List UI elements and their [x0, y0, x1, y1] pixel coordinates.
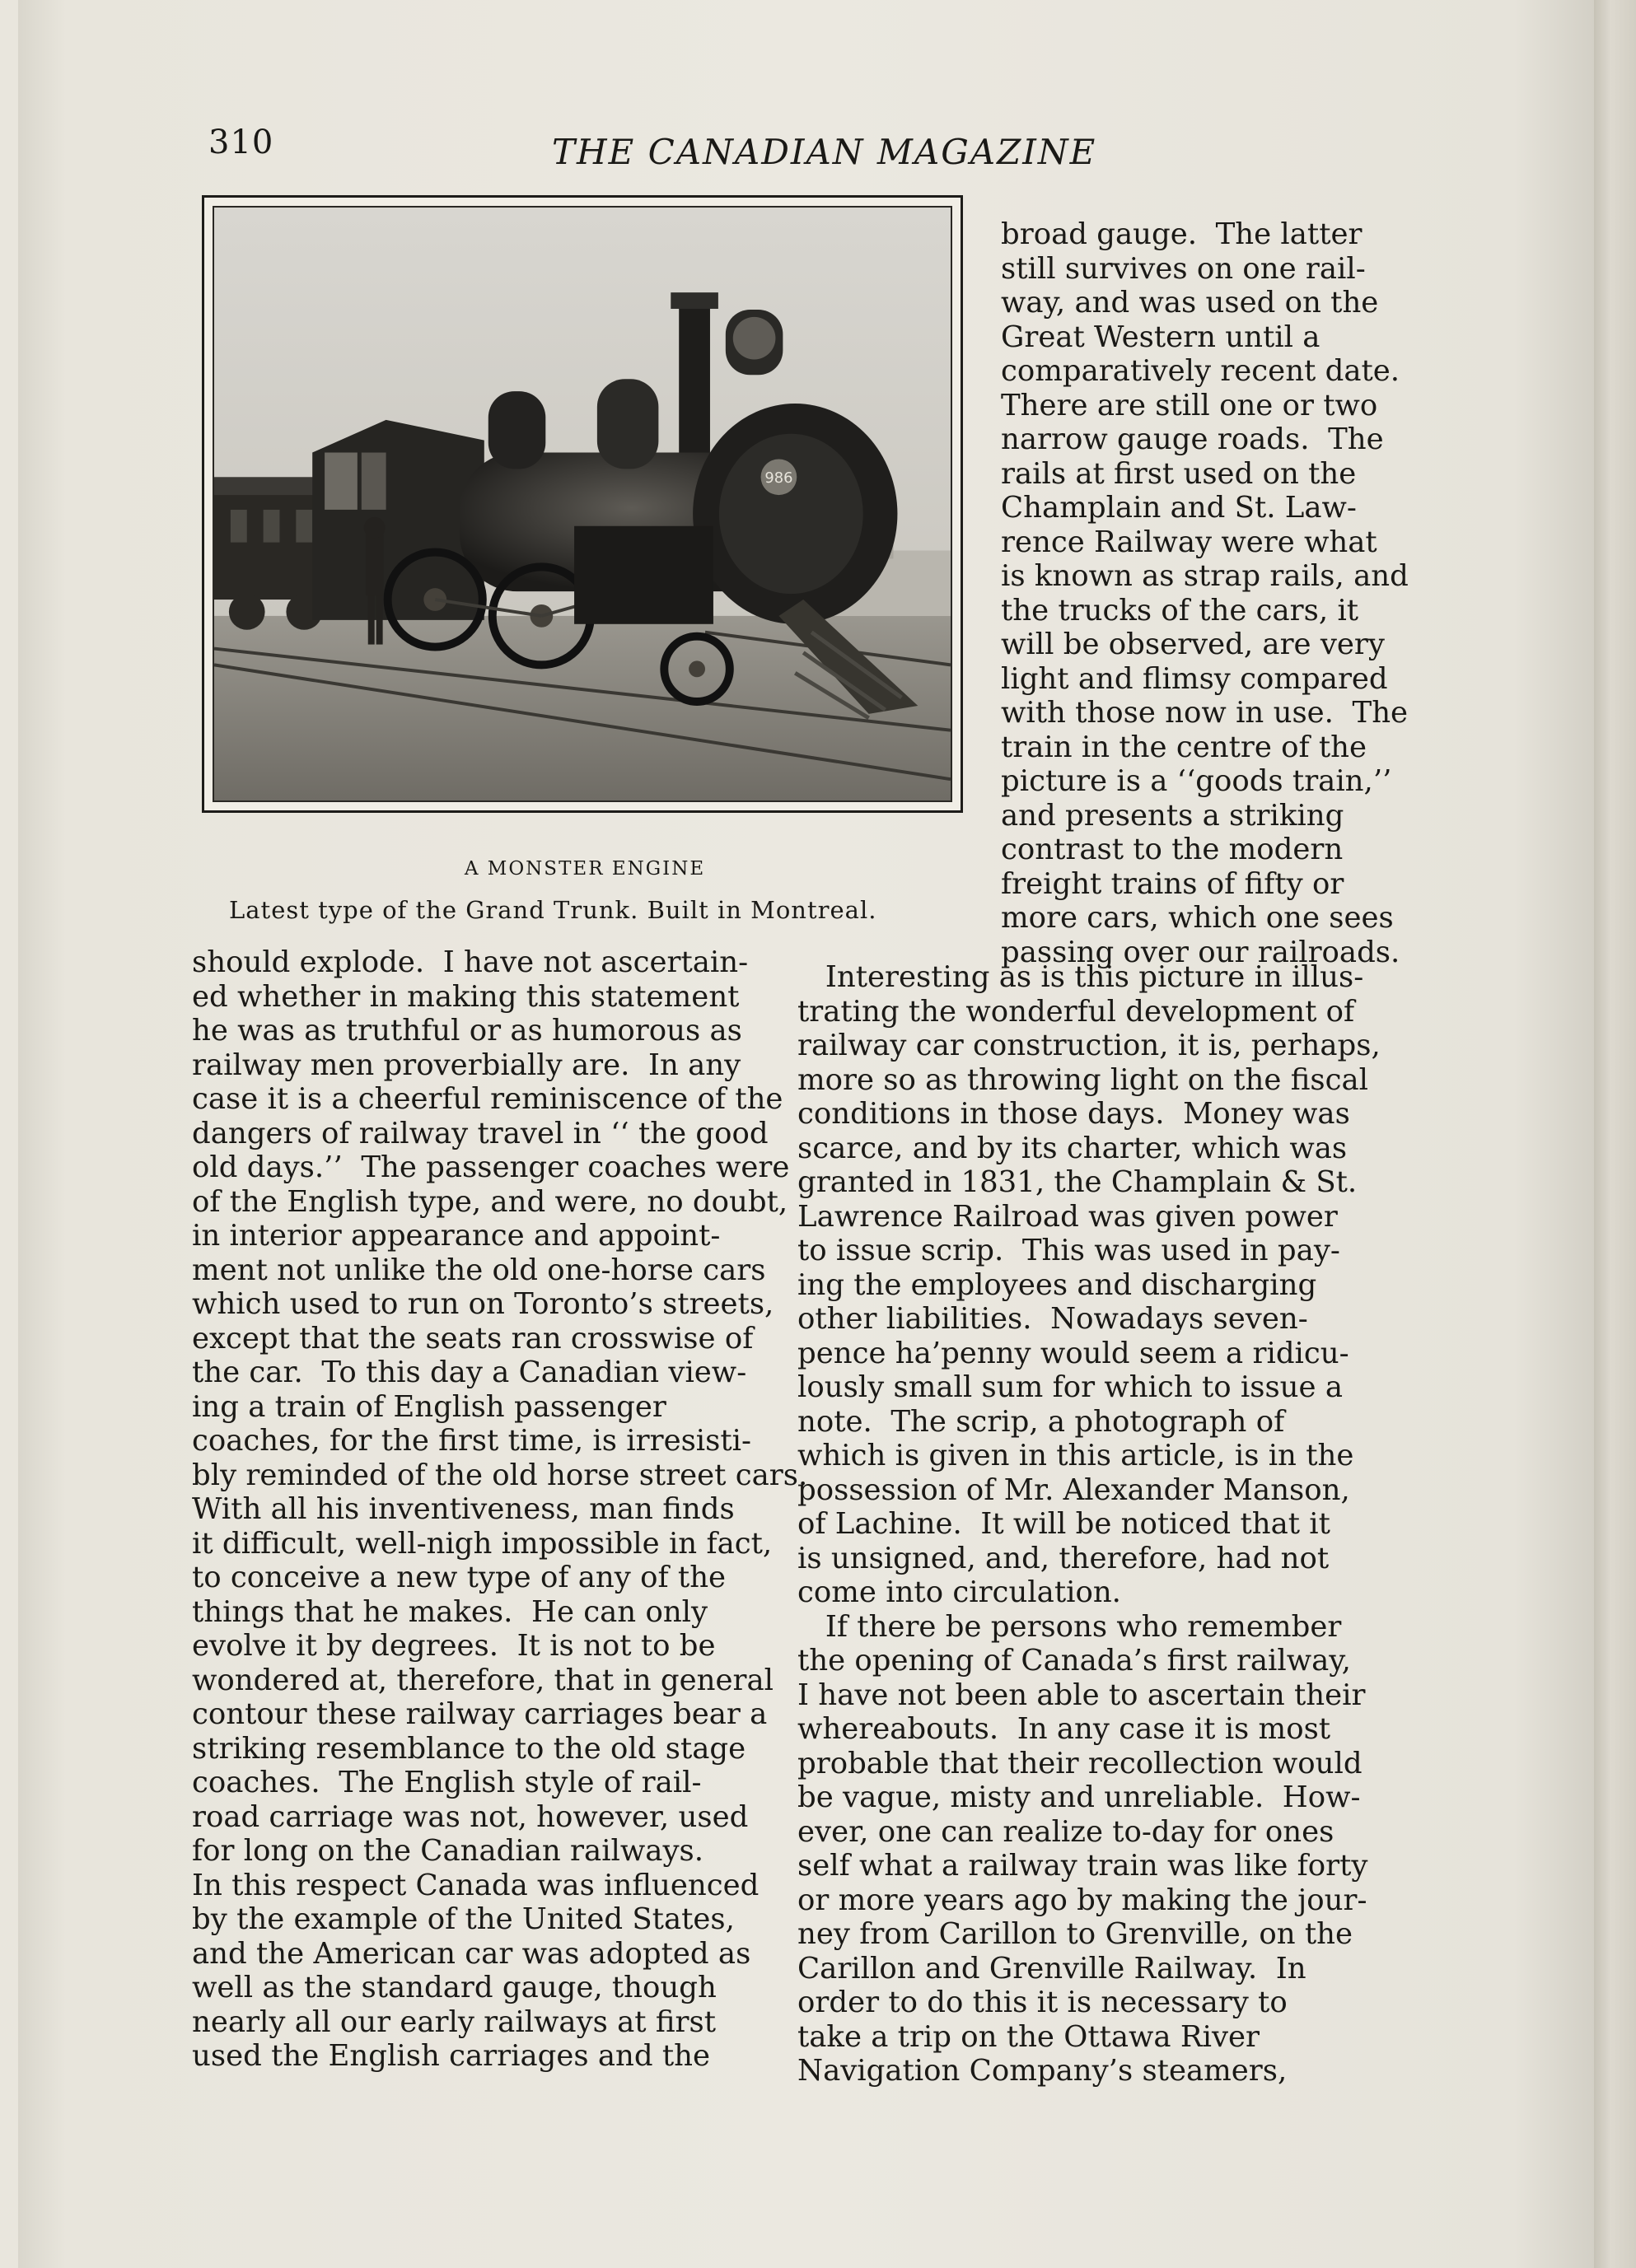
text-line: pence ha’penny would seem a ridicu-	[797, 1336, 1349, 1370]
text-line: ing the employees and discharging	[797, 1267, 1317, 1302]
text-line: granted in 1831, the Champlain & St.	[797, 1165, 1358, 1199]
locomotive-illustration	[214, 208, 951, 800]
text-line: he was as truthful or as humorous as	[192, 1014, 742, 1048]
text-line: will be observed, are very	[1001, 628, 1385, 661]
text-line: with those now in use. The	[1001, 696, 1409, 730]
text-line: Great Western until a	[1001, 320, 1320, 354]
text-line: narrow gauge roads. The	[1001, 422, 1384, 456]
text-line: to issue scrip. This was used in pay-	[797, 1234, 1340, 1267]
text-line: broad gauge. The latter	[1001, 217, 1363, 251]
text-line: evolve it by degrees. It is not to be	[192, 1629, 716, 1663]
engine-number-plate: 986	[764, 469, 793, 488]
text-line: Carillon and Grenville Railway. In	[797, 1951, 1306, 1986]
text-line: train in the centre of the	[1001, 730, 1367, 764]
locomotive-photo	[202, 195, 963, 813]
text-line: by the example of the United States,	[192, 1902, 735, 1936]
text-line: and presents a striking	[1001, 798, 1344, 833]
text-line: come into circulation.	[797, 1575, 1121, 1609]
text-line: ney from Carillon to Grenville, on the	[797, 1917, 1353, 1951]
text-line: possession of Mr. Alexander Manson,	[797, 1472, 1350, 1507]
text-line: for long on the Canadian railways.	[192, 1834, 704, 1868]
text-line: more cars, which one sees	[1001, 901, 1394, 935]
text-line: scarce, and by its charter, which was	[797, 1131, 1348, 1165]
text-line: the trucks of the cars, it	[1001, 593, 1359, 628]
text-line: striking resemblance to the old stage	[192, 1731, 746, 1766]
text-line: probable that their recollection would	[797, 1746, 1363, 1780]
text-line: of the English type, and were, no doubt,	[192, 1184, 788, 1219]
text-line: passing over our railroads.	[1001, 935, 1400, 969]
text-line: which used to run on Toronto’s streets,	[192, 1287, 774, 1321]
text-line: ever, one can realize to-day for ones	[797, 1814, 1335, 1849]
text-line: more so as throwing light on the fiscal	[797, 1062, 1369, 1097]
text-line: picture is a ‘‘goods train,’’	[1001, 764, 1392, 798]
text-line: conditions in those days. Money was	[797, 1097, 1350, 1131]
text-line: bly reminded of the old horse street cars.	[192, 1458, 808, 1492]
text-line: coaches, for the first time, is irresisti-	[192, 1424, 751, 1458]
running-head: THE CANADIAN MAGAZINE	[552, 132, 1097, 172]
text-line: or more years ago by making the jour-	[797, 1883, 1367, 1917]
text-line: case it is a cheerful reminiscence of the	[192, 1082, 783, 1116]
text-line: Interesting as is this picture in illus-	[797, 960, 1364, 994]
text-line: rence Railway were what	[1001, 525, 1377, 559]
text-line: the opening of Canada’s first railway,	[797, 1644, 1351, 1678]
text-line: of Lachine. It will be noticed that it	[797, 1507, 1330, 1541]
text-line: rails at first used on the	[1001, 456, 1357, 491]
text-line: With all his inventiveness, man finds	[192, 1492, 735, 1526]
text-line: ed whether in making this statement	[192, 979, 740, 1014]
text-line: things that he makes. He can only	[192, 1594, 708, 1629]
text-column-right-top	[1001, 217, 1409, 969]
text-line: the car. To this day a Canadian view-	[192, 1356, 747, 1389]
text-line: ment not unlike the old one-horse cars	[192, 1253, 766, 1287]
text-line: wondered at, therefore, that in general	[192, 1663, 774, 1697]
figure-caption-title: A MONSTER ENGINE	[464, 858, 706, 880]
text-line: except that the seats ran crosswise of	[192, 1321, 754, 1356]
text-line: There are still one or two	[1001, 388, 1378, 422]
page-edge	[1594, 0, 1636, 2268]
page-number: 310	[208, 124, 274, 161]
text-line: lously small sum for which to issue a	[797, 1370, 1344, 1404]
text-line: If there be persons who remember	[797, 1609, 1342, 1644]
text-line: way, and was used on the	[1001, 286, 1379, 320]
text-line: dangers of railway travel in ‘‘ the good	[192, 1116, 769, 1150]
text-line: old days.’’ The passenger coaches were	[192, 1150, 790, 1184]
text-line: in interior appearance and appoint-	[192, 1219, 721, 1253]
text-line: used the English carriages and the	[192, 2039, 711, 2073]
text-column-right-bottom	[797, 960, 1391, 2088]
text-line: take a trip on the Ottawa River	[797, 2019, 1260, 2054]
text-line: is unsigned, and, therefore, had not	[797, 1541, 1330, 1575]
text-line: be vague, misty and unreliable. How-	[797, 1780, 1361, 1814]
text-column-left	[192, 945, 808, 2074]
text-line: which is given in this article, is in the	[797, 1439, 1354, 1472]
text-line: freight trains of fifty or	[1001, 866, 1344, 901]
text-line: it difficult, well-nigh impossible in fact,	[192, 1526, 773, 1561]
text-line: Navigation Company’s steamers,	[797, 2054, 1288, 2088]
text-line: In this respect Canada was influenced	[192, 1868, 760, 1902]
text-line: Lawrence Railroad was given power	[797, 1199, 1338, 1234]
text-line: ing a train of English passenger	[192, 1389, 666, 1424]
text-line: light and flimsy compared	[1001, 661, 1388, 696]
figure-caption-subtitle: Latest type of the Grand Trunk. Built in Montreal.	[229, 896, 877, 924]
text-line: to conceive a new type of any of the	[192, 1561, 727, 1594]
text-line: whereabouts. In any case it is most	[797, 1712, 1331, 1746]
text-line: still survives on one rail-	[1001, 251, 1366, 286]
text-line: should explode. I have not ascertain-	[192, 945, 749, 979]
text-line: railway car construction, it is, perhaps,	[797, 1029, 1381, 1062]
text-line: is known as strap rails, and	[1001, 559, 1409, 593]
text-line: self what a railway train was like forty	[797, 1849, 1368, 1883]
text-line: nearly all our early railways at first	[192, 2004, 716, 2039]
text-line: trating the wonderful development of	[797, 994, 1355, 1029]
text-line: contour these railway carriages bear a	[192, 1697, 768, 1731]
photo-image	[213, 206, 952, 802]
text-line: I have not been able to ascertain their	[797, 1678, 1366, 1712]
text-line: note. The scrip, a photograph of	[797, 1404, 1285, 1439]
text-line: railway men proverbially are. In any	[192, 1048, 741, 1082]
text-line: well as the standard gauge, though	[192, 1971, 717, 2004]
text-line: contrast to the modern	[1001, 833, 1344, 866]
text-line: road carriage was not, however, used	[192, 1799, 749, 1834]
text-line: and the American car was adopted as	[192, 1936, 751, 1971]
text-line: Champlain and St. Law-	[1001, 491, 1357, 525]
text-line: coaches. The English style of rail-	[192, 1766, 702, 1799]
text-line: comparatively recent date.	[1001, 354, 1400, 388]
text-line: order to do this it is necessary to	[797, 1986, 1288, 2019]
text-line: other liabilities. Nowadays seven-	[797, 1302, 1308, 1336]
